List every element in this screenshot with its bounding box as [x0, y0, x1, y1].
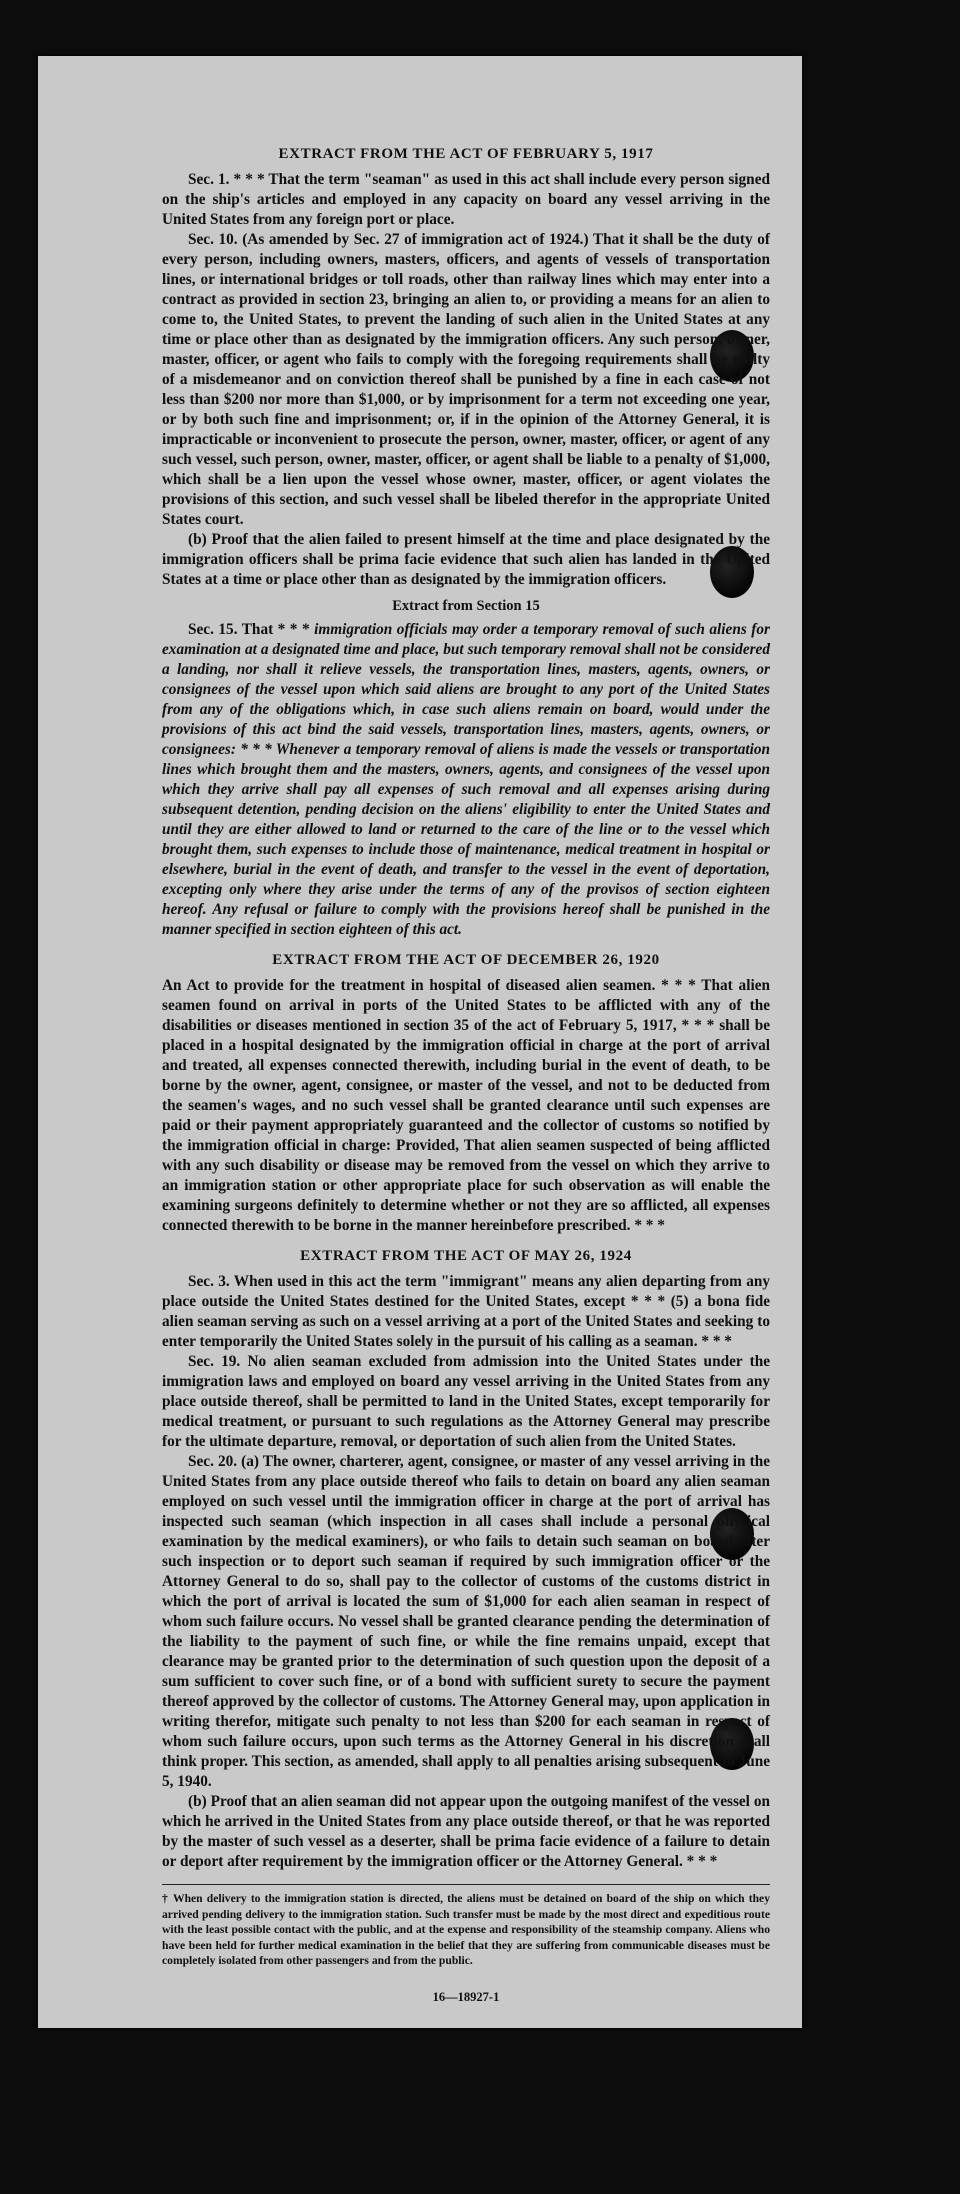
section-heading: EXTRACT FROM THE ACT OF DECEMBER 26, 1920	[272, 952, 660, 968]
paragraph	[162, 620, 770, 940]
document-text	[162, 144, 770, 2007]
section-heading: EXTRACT FROM THE ACT OF MAY 26, 1924	[300, 1248, 632, 1264]
section-heading: EXTRACT FROM THE ACT OF FEBRUARY 5, 1917	[278, 146, 654, 162]
footnote: † When delivery to the immigration station is directed, the aliens must be detained on board of the ship on which they arrived pending delivery to the immigration station. Such transfer must be made by the most direct and expeditious route with the least possible contact with the public, and at the expense and responsibility of the steamship company. Aliens who have been held for further medical examination in the belief that they are suffering from communicable diseases must be completely isolated from other passengers and from the public.	[162, 1884, 770, 1969]
paragraph: An Act to provide for the treatment in hospital of diseased alien seamen. * * * That alien seamen found on arrival in ports of the United States to be afflicted with any of the disabilities or diseases mentioned in section 35 of the act of February 5, 1917, * * * shall be placed in a hospital designated by the immigration official in charge at the port of arrival and treated, all expenses connected therewith, including burial in the event of death, to be borne by the owner, agent, consignee, or master of the vessel, and not to be deducted from the seamen's wages, and no such vessel shall be granted clearance until such expenses are paid or their payment appropriately guaranteed and the collector of customs so notified by the immigration official in charge: Provided, That alien seamen suspected of being afflicted with any such disability or disease may be removed from the vessel on which they arrive to an immigration station or other appropriate place for such observation as will enable the examining surgeons definitely to determine whether or not they are so afflicted, all expenses connected therewith to be borne in the manner hereinbefore prescribed. * * *	[162, 977, 770, 1234]
italic-text: immigration officials may order a temporary removal of such aliens for examination at a designated time and place, but such temporary removal shall not be considered a landing, nor shall it relieve vessels, the transportation lines, masters, agents, owners, or consignees of the vessel upon which said aliens are brought to any port of the United States from any of the obligations which, in case such aliens remain on board, would under the provisions of this act bind the said vessels, transportation lines, masters, agents, owners, or consignees: * * * Whenever a temporary removal of aliens is made the vessels or transportation lines which brought them and the masters, owners, agents, and consignees of the vessel upon which they arrive shall pay all expenses of such removal and all expenses arising during subsequent detention, pending decision on the aliens' eligibility to enter the United States and until they are either allowed to land or returned to the care of the line or to the vessel which brought them, such expenses to include those of maintenance, medical treatment in hospital or elsewhere, burial in the event of death, and transfer to the vessel in the event of deportation, excepting only where they arise under the terms of any of the provisos of section eighteen hereof. Any refusal or failure to comply with the provisions hereof shall be punished in the manner specified in section eighteen of this act.	[162, 621, 770, 938]
paragraph: Sec. 10. (As amended by Sec. 27 of immigration act of 1924.) That it shall be the duty of every person, including owners, masters, officers, and agents of vessels of transportation lines, or international bridges or toll roads, other than railway lines which may enter into a contract as provided in section 23, bringing an alien to, or providing a means for an alien to come to, the United States, to prevent the landing of such alien in the United States at any time or place other than as designated by the immigration officers. Any such person, owner, master, officer, or agent who fails to comply with the foregoing requirements shall be guilty of a misdemeanor and on conviction thereof shall be punished by a fine in each case of not less than $200 nor more than $1,000, or by imprisonment for a term not exceeding one year, or by both such fine and imprisonment; or, if in the opinion of the Attorney General, it is impracticable or inconvenient to prosecute the person, owner, master, officer, or agent of any such vessel, such person, owner, master, officer, or agent shall be liable to a penalty of $1,000, which shall be a lien upon the vessel whose owner, master, officer, or agent violates the provisions of this section, and such vessel shall be libeled therefor in the appropriate United States court.	[162, 231, 770, 528]
paragraph: (b) Proof that an alien seaman did not appear upon the outgoing manifest of the vessel on which he arrived in the United States from any place outside thereof, or that he was reported by the master of such vessel as a deserter, shall be prima facie evidence of a failure to detain or deport after requirement by the immigration officer or the Attorney General. * * *	[162, 1793, 770, 1870]
paragraph: Sec. 1. * * * That the term "seaman" as used in this act shall include every person signed on the ship's articles and employed in any capacity on board any vessel arriving in the United States from any foreign port or place.	[162, 171, 770, 228]
paragraph: Sec. 20. (a) The owner, charterer, agent, consignee, or master of any vessel arriving in the United States from any place outside thereof who fails to detain on board any alien seaman employed on such vessel until the immigration officer in charge at the port of arrival has inspected such seaman (which inspection in all cases shall include a personal physical examination by the medical examiners), or who fails to detain such seaman on board after such inspection or to deport such seaman if required by such immigration officer or the Attorney General to do so, shall pay to the collector of customs of the customs district in which the port of arrival is located the sum of $1,000 for each alien seaman in respect of whom such failure occurs. No vessel shall be granted clearance pending the determination of the liability to the payment of such fine, or while the fine remains unpaid, except that clearance may be granted prior to the determination of such question upon the deposit of a sum sufficient to cover such fine, or of a bond with sufficient surety to secure the payment thereof approved by the collector of customs. The Attorney General may, upon application in writing therefor, mitigate such penalty to not less than $200 for each seaman in respect of whom such failure occurs, upon such terms as the Attorney General in his discretion shall think proper. This section, as amended, shall apply to all penalties arising subsequent to June 5, 1940.	[162, 1453, 770, 1790]
paragraph: (b) Proof that the alien failed to present himself at the time and place designated by the immigration officers shall be prima facie evidence that such alien has landed in the United States at a time or place other than as designated by the immigration officers.	[162, 531, 770, 588]
paragraph-lead: Sec. 15. That * * *	[188, 621, 315, 638]
subheading: Extract from Section 15	[392, 598, 540, 614]
paragraph: Sec. 3. When used in this act the term "immigrant" means any alien departing from any place outside the United States destined for the United States, except * * * (5) a bona fide alien seaman serving as such on a vessel arriving at a port of the United States and seeking to enter temporarily the United States solely in the pursuit of his calling as a seaman. * * *	[162, 1273, 770, 1350]
document-page	[38, 56, 802, 2028]
document-number: 16—18927-1	[432, 1989, 500, 2004]
paragraph: Sec. 19. No alien seaman excluded from admission into the United States under the immigration laws and employed on board any vessel arriving in the United States from any place outside thereof, shall be permitted to land in the United States, except temporarily for medical treatment, or pursuant to such regulations as the Attorney General may prescribe for the ultimate departure, removal, or deportation of such alien from the United States.	[162, 1353, 770, 1450]
